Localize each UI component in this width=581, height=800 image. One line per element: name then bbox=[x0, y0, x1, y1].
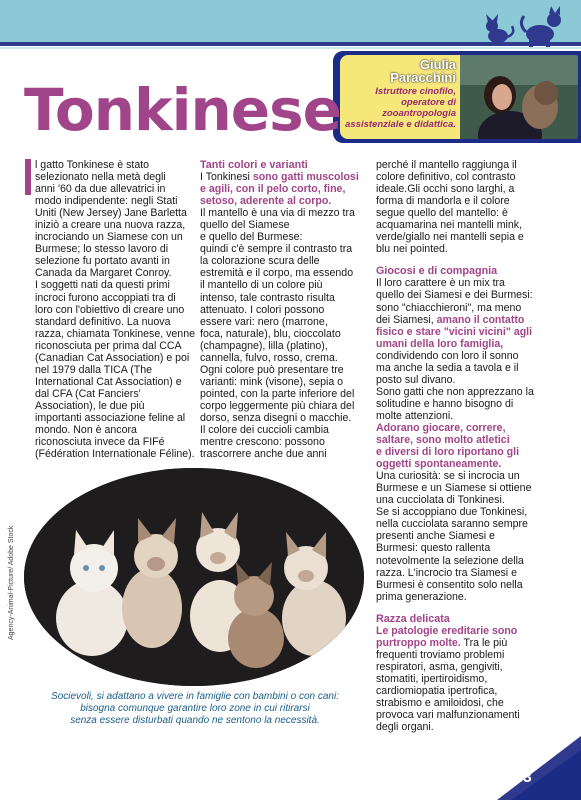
highlight-text: purtroppo molte. bbox=[376, 636, 461, 649]
column-3 bbox=[376, 159, 534, 733]
body-line: Il loro carattere è un mix tra bbox=[376, 277, 505, 290]
kittens-photo bbox=[24, 468, 364, 686]
body-line: condividendo con loro il sonno bbox=[376, 349, 519, 362]
body-line: forma di mandorla e il colore bbox=[376, 195, 510, 208]
body-line: razza, chiamata Tonkinese, venne bbox=[35, 327, 195, 340]
body-line: quello del Siamese bbox=[200, 219, 290, 232]
author-first-name: Giulia bbox=[419, 57, 456, 72]
body-line: segue quello del mantello: è bbox=[376, 207, 508, 220]
body-line: razza. L'incrocio tra Siamesi e bbox=[376, 566, 517, 579]
body-line: stomatiti, ipertiroidismo, bbox=[376, 672, 488, 685]
body-line: Burmesi è consentito solo nella bbox=[376, 578, 523, 591]
body-line: l gatto Tonkinese è stato bbox=[35, 159, 150, 171]
body-line: Uniti (New Jersey) Jane Barletta bbox=[35, 207, 187, 220]
body-line: degli organi. bbox=[376, 721, 434, 734]
body-line: anni '60 da due allevatrici in bbox=[35, 183, 166, 196]
body-line: incrociando un Siamese con un bbox=[35, 231, 183, 244]
author-role bbox=[340, 86, 456, 130]
body-line: International Cat Association) e bbox=[35, 375, 182, 388]
author-role-line: Istruttore cinofilo, bbox=[375, 86, 456, 97]
body-line: Canada da Margaret Conroy. bbox=[35, 267, 172, 280]
section-heading-colors: Tanti colori e varianti bbox=[200, 159, 308, 171]
drop-cap-marker bbox=[25, 159, 31, 195]
body-line: riconosciuta per prima dal CCA bbox=[35, 339, 182, 352]
body-line: Burmesi: questo rallenta bbox=[376, 542, 491, 555]
body-line: Burmese; lo stesso lavoro di bbox=[35, 243, 169, 256]
body-line: corpo leggermente più chiara del bbox=[200, 399, 355, 412]
body-line: loro con l'obiettivo di creare uno bbox=[35, 303, 185, 316]
body-line: verde/giallo nei mantelli sepia e bbox=[376, 231, 524, 244]
body-line: dal CFA (Cat Fanciers' bbox=[35, 387, 141, 400]
body-line: solitudine e hanno bisogno di bbox=[376, 397, 514, 410]
body-line: incroci furono accoppiati tra di bbox=[35, 291, 176, 304]
paragraph-gap bbox=[376, 603, 534, 613]
body-line bbox=[376, 314, 534, 326]
body-line: ma anche la sedia a tavola e il bbox=[376, 361, 519, 374]
body-line: I soggetti nati da questi primi bbox=[35, 279, 170, 292]
body-line: standard definitivo. La nuova bbox=[35, 315, 171, 328]
body-line: acquamarina nei mantelli mink, bbox=[376, 219, 523, 232]
body-text: Tra le più bbox=[460, 636, 508, 649]
body-line: iniziò a creare una nuova razza, bbox=[35, 219, 186, 232]
body-line bbox=[200, 171, 359, 183]
caption-line: senza essere disturbati quando ne sentono la necessità. bbox=[70, 715, 320, 726]
highlight-line: saltare, sono molto atletici bbox=[376, 434, 510, 447]
body-line: ideale.Gli occhi sono larghi, a bbox=[376, 183, 515, 196]
author-photo bbox=[460, 55, 578, 139]
body-line: foca, naturale), blu, cioccolato bbox=[200, 327, 341, 340]
highlight-line: umani della loro famiglia, bbox=[376, 337, 504, 350]
body-line: cardiomiopatia ipertrofica, bbox=[376, 684, 498, 697]
body-line: presenti anche Siamesi e bbox=[376, 530, 495, 543]
body-line: Burmese e un Siamese si ottiene bbox=[376, 482, 532, 495]
highlight-line: setoso, aderente al corpo. bbox=[200, 195, 332, 208]
body-line: Association), le due più bbox=[35, 399, 145, 412]
body-line: (Canadian Cat Association) e poi bbox=[35, 351, 190, 364]
body-line: nella cucciolata saranno sempre bbox=[376, 518, 528, 531]
body-line: dorso, senza disegni o macchie. bbox=[200, 411, 352, 424]
body-line: mondo. Non è ancora bbox=[35, 424, 137, 437]
paragraph-gap bbox=[376, 255, 534, 265]
body-line: posto sul divano. bbox=[376, 373, 456, 386]
author-name bbox=[346, 58, 456, 84]
body-line: importanti associazione feline al bbox=[35, 411, 186, 424]
highlight-line: fisico e stare "vicini vicini" agli bbox=[376, 325, 533, 338]
caption-line: bisogna comunque garantire loro zone in cui ritirarsi bbox=[80, 703, 310, 714]
highlight-text: sono gatti muscolosi bbox=[252, 171, 359, 184]
body-line: riconosciuta invece da FIFé bbox=[35, 436, 165, 449]
body-line: Il mantello è una via di mezzo tra bbox=[200, 207, 355, 220]
highlight-line: oggetti spontaneamente. bbox=[376, 458, 502, 471]
page-number-corner bbox=[497, 736, 581, 800]
body-line: (champagne), lilla (platino), bbox=[200, 339, 328, 352]
body-line: molte attenzioni. bbox=[376, 409, 454, 422]
body-line: sono "chiacchieroni", ma meno bbox=[376, 301, 522, 314]
body-line: Una curiosità: se si incrocia un bbox=[376, 470, 520, 483]
body-line: selezione fu portato avanti in bbox=[35, 255, 170, 268]
body-line: varianti: mink (visone), sepia o bbox=[200, 375, 344, 388]
body-text: dei Siamesi, bbox=[376, 313, 437, 326]
body-line: prima generazione. bbox=[376, 590, 467, 603]
highlight-line: Le patologie ereditarie sono bbox=[376, 624, 518, 637]
body-line: selezionato nella metà degli bbox=[35, 171, 166, 184]
body-line: blu nei pointed. bbox=[376, 243, 448, 256]
body-line: Se si accoppiano due Tonkinesi, bbox=[376, 506, 528, 519]
author-role-line: assistenziale e didattica. bbox=[345, 119, 456, 130]
body-line: attenuato. I colori possono bbox=[200, 303, 325, 316]
body-text: I Tonkinesi bbox=[200, 171, 253, 184]
author-role-line: operatore di bbox=[401, 97, 456, 108]
body-line: notevolmente la selezione della bbox=[376, 554, 524, 567]
author-role-line: zooantropologia bbox=[382, 108, 456, 119]
body-line: frequenti troviamo problemi bbox=[376, 648, 505, 661]
page-number: 73 bbox=[514, 769, 532, 786]
body-line: pointed, con la parte inferiore del bbox=[200, 387, 355, 400]
body-line: cannella, fulvo, rosso, crema. bbox=[200, 351, 338, 364]
body-line: colore definitivo, col contrasto bbox=[376, 171, 516, 184]
section-heading-playful: Giocosi e di compagnia bbox=[376, 265, 498, 278]
body-line: essere vari: nero (marrone, bbox=[200, 315, 328, 328]
highlight-line: e agili, con il pelo corto, fine, bbox=[200, 183, 346, 196]
body-line: modo indipendente: negli Stati bbox=[35, 195, 178, 208]
body-line: trascorrere anche due anni bbox=[200, 448, 327, 461]
body-line: una cucciolata di Tonkinesi. bbox=[376, 494, 505, 507]
column-2 bbox=[200, 159, 359, 460]
body-line: mentre crescono: possono bbox=[200, 436, 325, 449]
body-line: provoca vari malfunzionamenti bbox=[376, 709, 520, 722]
author-last-name: Paracchini bbox=[390, 70, 456, 85]
body-line bbox=[376, 637, 534, 649]
photo-caption bbox=[20, 691, 370, 727]
body-line: Sono gatti che non apprezzano la bbox=[376, 385, 534, 398]
body-line: estremità e il corpo, ma essendo bbox=[200, 267, 354, 280]
body-line: Il colore dei cuccioli cambia bbox=[200, 424, 329, 437]
article-title: Tonkinese bbox=[24, 76, 341, 144]
body-line: nel 1979 dalla TICA (The bbox=[35, 363, 152, 376]
section-heading-health: Razza delicata bbox=[376, 612, 450, 625]
column-1 bbox=[35, 159, 195, 460]
body-line: (Fédération Internationale Féline). bbox=[35, 448, 195, 461]
body-line: perché il mantello raggiunga il bbox=[376, 159, 517, 171]
body-line: il mantello di un colore più bbox=[200, 279, 323, 292]
body-line: intenso, tale contrasto risulta bbox=[200, 291, 335, 304]
body-line: Ogni colore può presentare tre bbox=[200, 363, 344, 376]
highlight-line: Adorano giocare, correre, bbox=[376, 421, 506, 434]
photo-credit: Agency-Animal-Picture/ Adobe Stock bbox=[8, 525, 15, 640]
body-line: respiratori, asma, gengiviti, bbox=[376, 660, 503, 673]
body-line: strabismo e amiloidosi, che bbox=[376, 697, 504, 710]
body-line: quello dei Siamesi e dei Burmesi: bbox=[376, 289, 533, 302]
body-line: la colorazione scura delle bbox=[200, 255, 320, 268]
body-line: quindi c'è sempre il contrasto tra bbox=[200, 243, 353, 256]
highlight-line: e diversi di loro riportano gli bbox=[376, 446, 520, 459]
highlight-text: amano il contatto bbox=[436, 313, 525, 326]
cat-dog-silhouette-icon bbox=[480, 4, 570, 48]
caption-line: Socievoli, si adattano a vivere in famiglie con bambini o con cani: bbox=[51, 691, 339, 702]
body-line: e quello del Burmese: bbox=[200, 231, 303, 244]
